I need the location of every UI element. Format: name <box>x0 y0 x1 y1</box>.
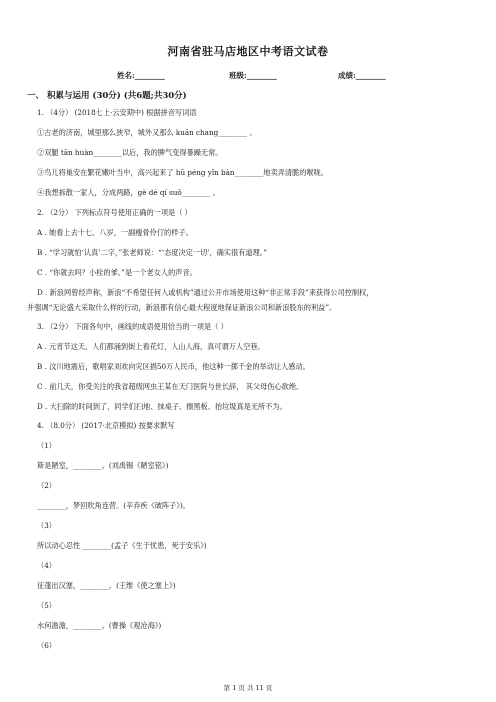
q4-item: 斯是陋室，________。(刘禹锡《陋室铭》) <box>37 461 169 470</box>
q2-option-cont: 并强调“无论盛大采取什么样的行动，新浪都有信心最大程度地保证新浪公司和新浪股东的利益”。 <box>27 303 337 312</box>
q1-item: ③鸟儿将巢安在繁花嫩叶当中，高兴起来了 hū péng yǐn bàn________地卖弄清脆的喉咙。 <box>37 168 328 177</box>
section-heading: 一、 积累与运用 (30分) (共6题;共30分) <box>27 91 187 101</box>
q2-header: 2. （2分） 下列标点符号使用正确的一项是（ ） <box>37 208 192 217</box>
q1-item: ②双腿 tān huàn________以后，我的脾气变得暴躁无常。 <box>37 148 223 157</box>
q3-option: D . 大扫除的时间到了，同学们扫地、抹桌子、擦黑板、抬垃圾真是无所不为。 <box>37 402 287 411</box>
q3-option: A . 元宵节这天，人们都涌到街上看花灯，人山人海，真可谓万人空巷。 <box>37 342 265 351</box>
q1-item: ①古老的济南，城里那么狭窄，城外又那么 kuān chang________ 。 <box>37 128 257 137</box>
q2-option: D . 新浪网曾经声称，新浪“不希望任何人或机构”通过公开市场使用这种“非正常手段”来获得公司控制权， <box>37 288 374 297</box>
q4-item: ________，梦回吹角连营。(辛弃疾《破阵子》)。 <box>37 501 190 510</box>
q4-subnum: （4） <box>37 561 56 570</box>
q4-header: 4. （8.0分） (2017·北京模拟) 按要求默写 <box>37 421 175 430</box>
q4-subnum: （5） <box>37 601 56 610</box>
q4-item: 水何澹澹，________。(曹操《观沧海》) <box>37 621 162 630</box>
q3-header: 3. （2分） 下面各句中，画线的成语使用恰当的一项是（ ） <box>37 322 228 331</box>
page-footer: 第 1 页 共 11 页 <box>223 684 273 692</box>
score-field: 成绩:________ <box>338 71 386 80</box>
q3-option: C . 前几天，你受关注的我省超级网虫王某在天门医院与世长辞， 其父母伤心欲绝。 <box>37 382 304 391</box>
q3-option: B . 汶川地震后，歌唱家刘欢向灾区捐50万人民币，他这种一掷千金的举动让人感动。 <box>37 362 310 371</box>
q2-option: B . “学习就怕‘认真’二字，”张老师说：“‘态度决定一切’，确实很有道理。” <box>37 248 268 257</box>
q1-item: ④我想拆散一家人，分成两路，gè dé qí suǒ________ 。 <box>37 188 220 197</box>
q4-item: 征蓬出汉塞，________。(王维《使之塞上》) <box>37 581 176 590</box>
q2-option: C . “你就去吗？小栓的爹。”是一个老女人的声音。 <box>37 268 197 277</box>
q1-header: 1. （4分） (2018七上·云安期中) 根据拼音写词语 <box>37 108 197 117</box>
q4-subnum: （1） <box>37 441 56 450</box>
class-field: 班级:________ <box>229 71 277 80</box>
name-field: 姓名:________ <box>117 71 165 80</box>
q4-item: 所以动心忍性 ________(孟子《生于忧患，死于安乐》) <box>37 541 207 550</box>
exam-title: 河南省驻马店地区中考语文试卷 <box>167 45 329 58</box>
q4-subnum: （2） <box>37 481 56 490</box>
q4-subnum: （6） <box>37 641 56 650</box>
q4-subnum: （3） <box>37 521 56 530</box>
q2-option: A . 她看上去十七、八岁，一副瘦骨伶仃的样子。 <box>37 228 193 237</box>
